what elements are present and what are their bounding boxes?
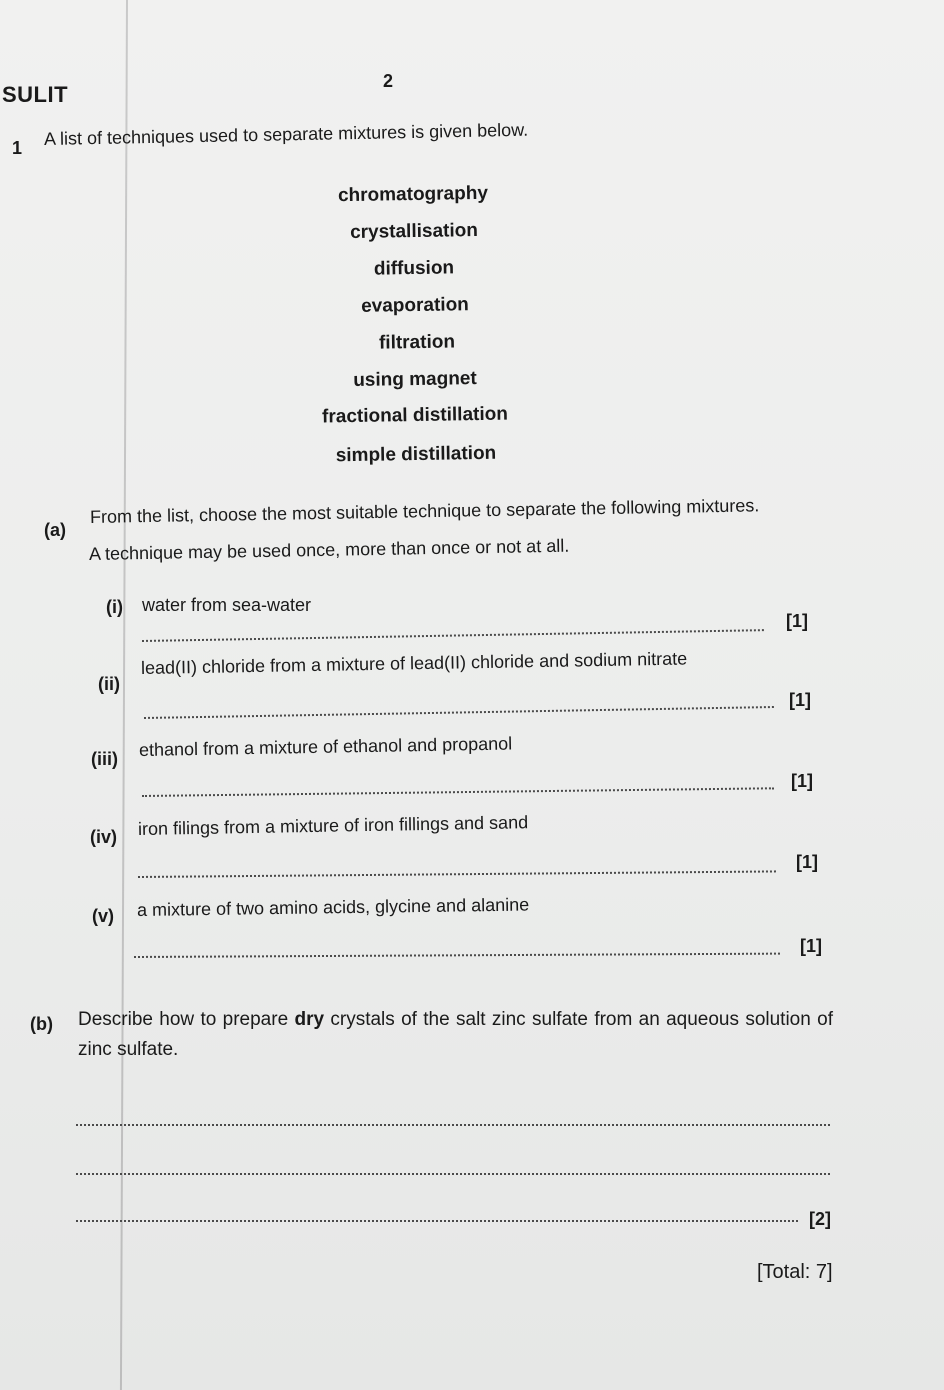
- page-number: 2: [383, 71, 394, 91]
- item-label: (iii): [91, 749, 118, 769]
- part-b-emphasis: dry: [294, 1009, 325, 1030]
- technique-item: fractional distillation: [321, 403, 509, 428]
- answer-line[interactable]: [142, 629, 764, 642]
- total-marks: [Total: 7]: [757, 1261, 833, 1283]
- answer-line[interactable]: [144, 706, 774, 719]
- answer-line[interactable]: [134, 953, 780, 958]
- technique-item: filtration: [378, 331, 456, 354]
- margin-line: [120, 0, 128, 1390]
- item-text: iron filings from a mixture of iron fillings and sand: [137, 812, 529, 839]
- part-a-label: (a): [44, 520, 66, 540]
- technique-item: chromatography: [337, 182, 489, 207]
- answer-line[interactable]: [76, 1173, 830, 1175]
- technique-item: diffusion: [373, 257, 455, 280]
- part-b-text: Describe how to prepare: [78, 1009, 295, 1030]
- answer-line[interactable]: [76, 1124, 830, 1126]
- technique-item: evaporation: [360, 294, 469, 317]
- item-text: ethanol from a mixture of ethanol and propanol: [138, 733, 513, 760]
- item-label: (i): [106, 597, 123, 617]
- answer-line[interactable]: [142, 787, 774, 797]
- technique-item: crystallisation: [349, 219, 479, 244]
- mark-allocation: [1]: [786, 611, 808, 631]
- answer-line[interactable]: [76, 1220, 798, 1222]
- item-label: (iv): [90, 827, 117, 847]
- item-text: water from sea-water: [142, 595, 312, 615]
- part-b-text: crystals of the salt zinc sulfate from an aqueous solution of zinc sulfate.: [78, 1009, 833, 1060]
- mark-allocation: [2]: [809, 1209, 831, 1229]
- part-a-instruction: A technique may be used once, more than once or not at all.: [88, 535, 570, 564]
- mark-allocation: [1]: [791, 771, 813, 791]
- part-a-instruction: From the list, choose the most suitable technique to separate the following mixtures.: [89, 495, 760, 527]
- part-b-label: (b): [30, 1014, 53, 1034]
- part-b-question: [78, 1005, 833, 1065]
- header-label: SULIT: [2, 82, 69, 107]
- item-label: (ii): [98, 674, 120, 694]
- mark-allocation: [1]: [800, 936, 822, 956]
- item-text: lead(II) chloride from a mixture of lead(II) chloride and sodium nitrate: [140, 648, 688, 678]
- question-number: 1: [12, 138, 23, 158]
- item-label: (v): [92, 906, 114, 926]
- question-intro: A list of techniques used to separate mixtures is given below.: [43, 119, 529, 149]
- technique-item: simple distillation: [335, 442, 497, 467]
- mark-allocation: [1]: [796, 852, 818, 872]
- technique-item: using magnet: [353, 368, 477, 391]
- item-text: a mixture of two amino acids, glycine and alanine: [136, 894, 530, 920]
- mark-allocation: [1]: [789, 690, 811, 710]
- answer-line[interactable]: [138, 870, 776, 878]
